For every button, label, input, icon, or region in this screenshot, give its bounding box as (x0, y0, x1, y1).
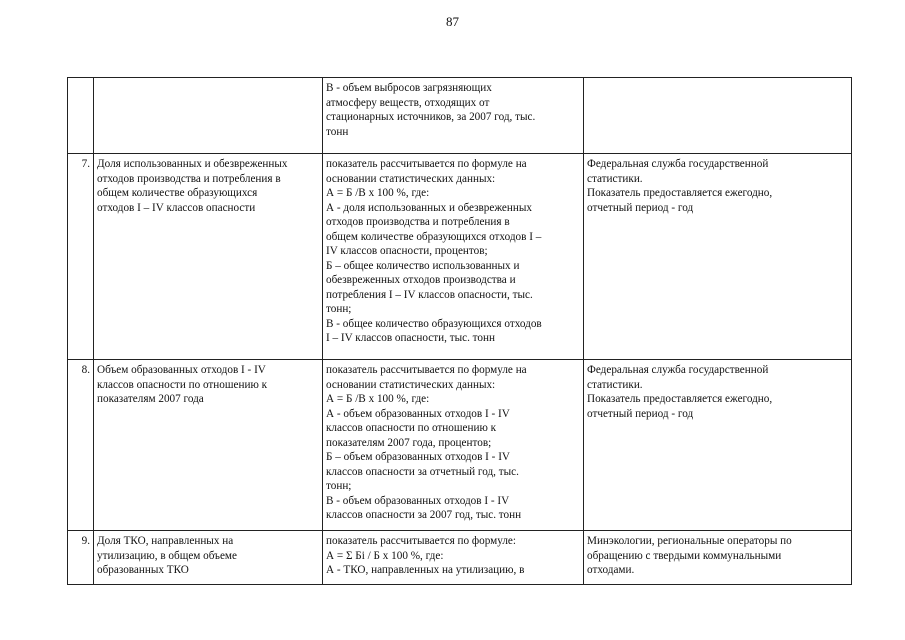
cell-text-line: Объем образованных отходов I - IV (97, 364, 266, 376)
indicator-name-cell (94, 531, 323, 585)
calculation-method-cell (323, 360, 584, 531)
cell-text-line: классов опасности за 2007 год, тыс. тонн (326, 509, 522, 521)
calculation-method-cell (323, 531, 584, 585)
indicator-name-cell (94, 360, 323, 531)
cell-text-line: Показатель предоставляется ежегодно, (587, 187, 773, 199)
cell-text-line: А = Σ Бi / Б х 100 %, где: (326, 549, 444, 562)
data-source-cell (584, 531, 852, 585)
cell-text-line: потребления I – IV классов опасности, тыс. (326, 288, 533, 301)
cell-text-line: стационарных источников, за 2007 год, тыс. (326, 111, 536, 123)
cell-text-line: показателям 2007 года (97, 393, 204, 405)
cell-text-line: Б – объем образованных отходов I - IV (326, 451, 511, 463)
cell-text-line: тонн (326, 125, 349, 138)
table-row (68, 360, 852, 531)
cell-text-line: Федеральная служба государственной (587, 364, 769, 376)
cell-text-line: Доля использованных и обезвреженных (97, 158, 288, 170)
cell-text-line: отходами. (587, 564, 635, 576)
cell-text-line: В - объем выбросов загрязняющих (326, 82, 492, 94)
cell-text-line: В - объем образованных отходов I - IV (326, 494, 510, 507)
cell-text-line: А - объем образованных отходов I - IV (326, 407, 510, 420)
cell-text-line: отходов I – IV классов опасности (97, 201, 256, 214)
table-row (68, 78, 852, 154)
table-row (68, 154, 852, 360)
indicators-table (67, 77, 852, 585)
cell-text-line: обращению с твердыми коммунальными (587, 549, 782, 562)
cell-text-line: классов опасности за отчетный год, тыс. (326, 465, 519, 478)
cell-text-line: показателям 2007 года, процентов; (326, 436, 492, 449)
data-source-cell (584, 360, 852, 531)
cell-text-line: статистики. (587, 378, 643, 391)
data-source-cell (584, 78, 852, 154)
calculation-method-cell (323, 78, 584, 154)
cell-text-line: Минэкологии, региональные операторы по (587, 535, 792, 547)
cell-text-line: IV классов опасности, процентов; (326, 245, 488, 257)
cell-text-line: Б – общее количество использованных и (326, 259, 520, 272)
cell-text-line: показатель рассчитывается по формуле: (326, 535, 517, 547)
cell-text-line: общем количестве образующихся (97, 187, 258, 199)
cell-text-line: А - ТКО, направленных на утилизацию, в (326, 564, 525, 576)
cell-text-line: тонн; (326, 480, 352, 492)
row-number-cell: 7. (68, 154, 94, 360)
cell-text-line: показатель рассчитывается по формуле на (326, 158, 527, 170)
indicator-name-cell (94, 154, 323, 360)
cell-text-line: Показатель предоставляется ежегодно, (587, 393, 773, 405)
cell-text-line: утилизацию, в общем объеме (97, 549, 237, 562)
cell-text-line: Доля ТКО, направленных на (97, 535, 234, 547)
cell-text-line: атмосферу веществ, отходящих от (326, 96, 490, 109)
cell-text-line: общем количестве образующихся отходов I – (326, 230, 542, 243)
cell-text-line: основании статистических данных: (326, 172, 496, 185)
cell-text-line: отчетный период - год (587, 407, 694, 420)
cell-text-line: В - общее количество образующихся отходов (326, 317, 542, 330)
cell-text-line: тонн; (326, 303, 352, 315)
row-number-cell (68, 78, 94, 154)
cell-text-line: I – IV классов опасности, тыс. тонн (326, 332, 495, 344)
cell-text-line: Федеральная служба государственной (587, 158, 769, 170)
page-number: 87 (446, 14, 459, 29)
indicator-name-cell (94, 78, 323, 154)
cell-text-line: основании статистических данных: (326, 378, 496, 391)
cell-text-line: образованных ТКО (97, 564, 189, 576)
row-number-cell: 8. (68, 360, 94, 531)
cell-text-line: А - доля использованных и обезвреженных (326, 201, 532, 214)
cell-text-line: классов опасности по отношению к (97, 378, 268, 391)
cell-text-line: классов опасности по отношению к (326, 422, 497, 434)
cell-text-line: обезвреженных отходов производства и (326, 274, 516, 286)
data-source-cell (584, 154, 852, 360)
cell-text-line: отходов производства и потребления в (97, 172, 281, 185)
cell-text-line: А = Б /В х 100 %, где: (326, 187, 430, 199)
cell-text-line: статистики. (587, 172, 643, 185)
table-row (68, 531, 852, 585)
row-number-cell: 9. (68, 531, 94, 585)
cell-text-line: отчетный период - год (587, 201, 694, 214)
cell-text-line: А = Б /В х 100 %, где: (326, 393, 430, 405)
calculation-method-cell (323, 154, 584, 360)
cell-text-line: отходов производства и потребления в (326, 216, 510, 228)
cell-text-line: показатель рассчитывается по формуле на (326, 364, 527, 376)
